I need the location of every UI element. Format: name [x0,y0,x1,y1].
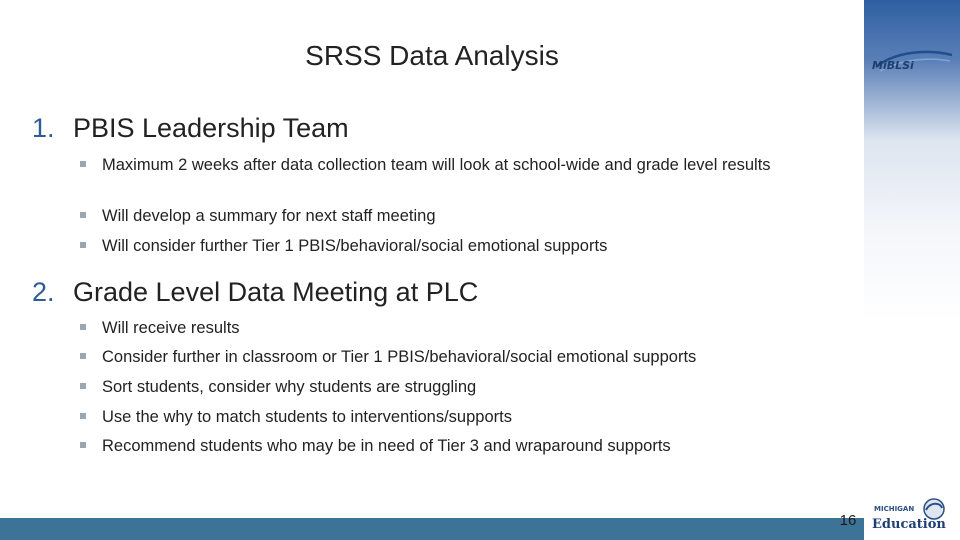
slide-title: SRSS Data Analysis [305,40,559,71]
list-item [80,407,840,427]
bullet-square-icon [80,442,86,448]
bullet-text: Sort students, consider why students are struggling [102,378,477,396]
list-item [80,318,840,338]
section-1-heading [32,113,349,144]
bullet-text: Maximum 2 weeks after data collection team will look at school-wide and grade level results [102,156,771,174]
list-item [80,206,820,226]
list-item [80,155,820,175]
bullet-text: Consider further in classroom or Tier 1 PBIS/behavioral/social emotional supports [102,348,697,366]
section-2-heading [32,277,478,308]
bullet-text: Will consider further Tier 1 PBIS/behavioral/social emotional supports [102,237,608,255]
section-number: 2. [32,277,55,307]
bullet-square-icon [80,161,86,167]
bullet-square-icon [80,353,86,359]
bullet-text: Will receive results [102,319,240,337]
bullet-text: Use the why to match students to interventions/supports [102,408,512,426]
footer-bar [0,518,864,540]
list-item [80,377,840,397]
bullet-text: Recommend students who may be in need of Tier 3 and wraparound supports [102,437,671,455]
bullet-square-icon [80,324,86,330]
section-heading-text: PBIS Leadership Team [73,113,349,143]
section-heading-text: Grade Level Data Meeting at PLC [73,277,479,307]
section-number: 1. [32,113,55,143]
bullet-square-icon [80,212,86,218]
miblsi-logo [866,47,956,77]
bullet-text: Will develop a summary for next staff meeting [102,207,436,225]
svg-text:MICHIGAN: MICHIGAN [874,505,915,513]
bullet-square-icon [80,242,86,248]
bullet-square-icon [80,383,86,389]
side-gradient-panel [864,0,960,540]
page-number: 16 [839,512,857,529]
list-item [80,436,840,456]
list-item [80,347,840,367]
svg-text:Education: Education [872,517,946,532]
bullet-square-icon [80,413,86,419]
list-item [80,236,820,256]
michigan-education-logo [870,498,956,532]
svg-text:MiBLSi: MiBLSi [872,59,914,72]
